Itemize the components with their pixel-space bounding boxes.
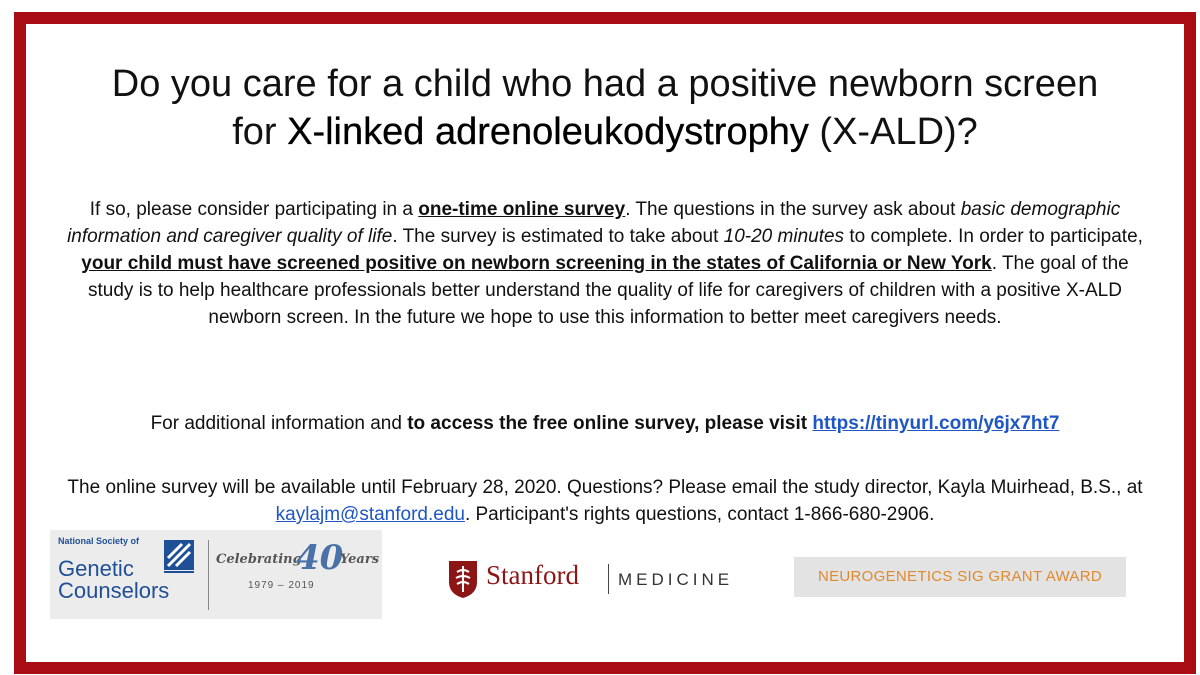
intro-text-3: . The survey is estimated to take about (392, 226, 724, 247)
medicine-wordmark: MEDICINE (618, 570, 734, 589)
title-line-1: Do you care for a child who had a positive newborn screen (111, 63, 1099, 105)
nsgc-logo (50, 530, 382, 619)
nsgc-name (58, 558, 169, 602)
survey-duration: 10-20 minutes (723, 226, 845, 247)
years-text: Years (340, 552, 380, 567)
years-range-text: 1979 – 2019 (248, 580, 315, 591)
page-title (26, 60, 1184, 156)
intro-text-5: . The goal of the study is to help healthcare professionals better understand the quality of life for caregivers of children with a positive X-ALD newborn screen. In the future we hope to use this information to better meet caregivers needs. (88, 253, 1129, 328)
forty-text: 40 (296, 538, 344, 578)
dna-emblem-icon (162, 538, 196, 582)
contact-text-2: . Participant's rights questions, contact 1-866-680-2906. (464, 504, 935, 525)
intro-text-2: . The questions in the survey ask about (625, 199, 961, 220)
contact-text-1: The online survey will be available until February 28, 2020. Questions? Please email the study director, Kayla Muirhead, B.S., at (67, 477, 1143, 498)
nsgc-name-line-1: Genetic (58, 556, 134, 581)
survey-topics: basic demographic information and caregiver quality of life (67, 199, 1121, 247)
title-line-2-prefix: for (232, 111, 288, 153)
title-line-2-suffix: (X-ALD)? (808, 111, 978, 153)
eligibility-requirement: your child must have screened positive on newborn screening in the states of California or New York (81, 253, 992, 274)
intro-text-4: to complete. In order to participate, (844, 226, 1143, 247)
nsgc-small-text: National Society of (58, 536, 140, 546)
email-link[interactable]: kaylajm@stanford.edu (275, 504, 465, 525)
stanford-tree-icon (446, 558, 480, 600)
access-emphasis: to access the free online survey, please visit (407, 413, 808, 434)
survey-type-emphasis: one-time online survey (418, 199, 626, 220)
stanford-wordmark: Stanford (486, 560, 579, 590)
nsgc-divider (208, 540, 209, 610)
intro-paragraph (66, 196, 1144, 331)
title-condition-name: X-linked adrenoleukodystrophy (287, 111, 809, 153)
grant-award-banner: NEUROGENETICS SIG GRANT AWARD (794, 557, 1126, 597)
contact-paragraph (66, 474, 1144, 528)
celebrating-text: Celebrating (216, 552, 302, 567)
nsgc-name-line-2: Counselors (58, 578, 170, 603)
intro-text-1: If so, please consider participating in a (89, 199, 419, 220)
stanford-divider (608, 564, 609, 594)
access-paragraph (66, 410, 1144, 437)
access-text: For additional information and (150, 413, 408, 434)
survey-link[interactable]: https://tinyurl.com/y6jx7ht7 (812, 413, 1060, 434)
